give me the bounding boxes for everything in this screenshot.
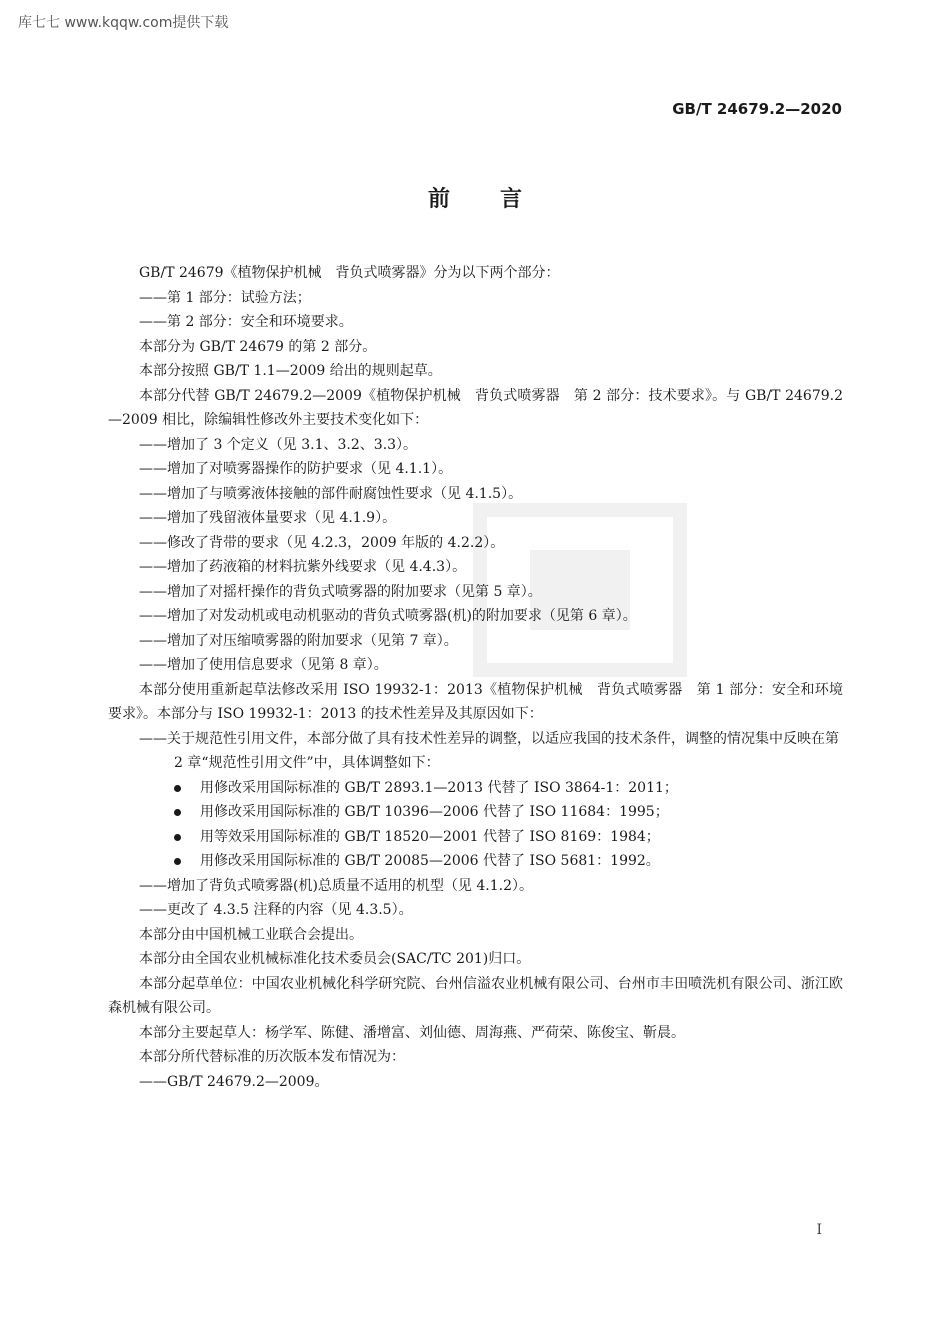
paragraph: 本部分所代替标准的历次版本发布情况为： (139, 1049, 405, 1065)
page-title: 前言 (427, 187, 572, 212)
bullet-item (108, 825, 843, 850)
dash-list-item: ——增加了药液箱的材料抗紫外线要求（见 4.4.3）。 (139, 559, 467, 575)
dash-list-item: ——第 1 部分：试验方法； (139, 289, 311, 306)
paragraph: 本部分由全国农业机械标准化技术委员会(SAC/TC 201)归口。 (139, 951, 531, 967)
page-number: I (816, 1222, 822, 1238)
dash-list-item: ——增加了背负式喷雾器(机)总质量不适用的机型（见 4.1.2）。 (139, 877, 533, 894)
paragraph: 本部分使用重新起草法修改采用 ISO 19932-1：2013《植物保护机械 背负式喷雾器 第 1 部分：安全和环境要求》。本部分与 ISO 19932-1：2013 的技术性差异及其原因如下： (108, 681, 843, 722)
dash-list-item: ——更改了 4.3.5 注释的内容（见 4.3.5）。 (139, 902, 413, 918)
bullet-item (108, 776, 843, 801)
bullet-text: 用修改采用国际标准的 GB/T 2893.1—2013 代替了 ISO 3864-1：2011； (200, 779, 678, 796)
paragraph: 本部分代替 GB/T 24679.2—2009《植物保护机械 背负式喷雾器 第 2 部分：技术要求》。与 GB/T 24679.2—2009 相比，除编辑性修改外主要技术变化如下： (108, 387, 843, 428)
dash-list-item: ——关于规范性引用文件，本部分做了具有技术性差异的调整，以适应我国的技术条件，调整的情况集中反映在第 2 章“规范性引用文件”中，具体调整如下： (139, 730, 839, 771)
bullet-text: 用修改采用国际标准的 GB/T 10396—2006 代替了 ISO 11684：1995； (200, 804, 669, 820)
dash-list-item: ——增加了对摇杆操作的背负式喷雾器的附加要求（见第 5 章）。 (139, 583, 542, 600)
bullet-dot-icon (174, 785, 181, 792)
bullet-dot-icon (174, 858, 181, 865)
paragraph: 本部分为 GB/T 24679 的第 2 部分。 (139, 338, 377, 355)
dash-list-item: ——增加了 3 个定义（见 3.1、3.2、3.3）。 (139, 436, 418, 453)
download-watermark: 库七七 www.kqqw.com提供下载 (18, 15, 229, 31)
paragraph: GB/T 24679《植物保护机械 背负式喷雾器》分为以下两个部分： (139, 265, 560, 281)
paragraph: 本部分由中国机械工业联合会提出。 (139, 926, 363, 943)
bullet-dot-icon (174, 809, 181, 816)
document-body (108, 261, 843, 1094)
bullet-text: 用修改采用国际标准的 GB/T 20085—2006 代替了 ISO 5681：1992。 (200, 853, 660, 869)
standard-code: GB/T 24679.2—2020 (672, 100, 842, 118)
paragraph: 本部分按照 GB/T 1.1—2009 给出的规则起草。 (139, 363, 442, 379)
paragraph: 本部分主要起草人：杨学军、陈健、潘增富、刘仙德、周海燕、严荷荣、陈俊宝、靳晨。 (139, 1024, 685, 1041)
bullet-item (108, 800, 843, 825)
dash-list-item: ——修改了背带的要求（见 4.2.3，2009 年版的 4.2.2）。 (139, 534, 505, 551)
bullet-text: 用等效采用国际标准的 GB/T 18520—2001 代替了 ISO 8169：1984； (200, 828, 660, 845)
paragraph: 本部分起草单位：中国农业机械化科学研究院、台州信溢农业机械有限公司、台州市丰田喷洗机有限公司、浙江欧森机械有限公司。 (108, 975, 843, 1016)
dash-list-item: ——第 2 部分：安全和环境要求。 (139, 314, 353, 330)
dash-list-item: ——增加了残留液体量要求（见 4.1.9）。 (139, 510, 397, 526)
dash-list-item: ——增加了与喷雾液体接触的部件耐腐蚀性要求（见 4.1.5）。 (139, 485, 523, 502)
dash-list-item: ——增加了对压缩喷雾器的附加要求（见第 7 章）。 (139, 632, 458, 649)
bullet-item (108, 849, 843, 874)
dash-list-item: ——增加了使用信息要求（见第 8 章）。 (139, 657, 388, 673)
dash-list-item: ——增加了对发动机或电动机驱动的背负式喷雾器(机)的附加要求（见第 6 章）。 (139, 608, 637, 624)
bullet-dot-icon (174, 834, 181, 841)
dash-list-item: ——GB/T 24679.2—2009。 (139, 1073, 329, 1090)
dash-list-item: ——增加了对喷雾器操作的防护要求（见 4.1.1）。 (139, 461, 453, 477)
